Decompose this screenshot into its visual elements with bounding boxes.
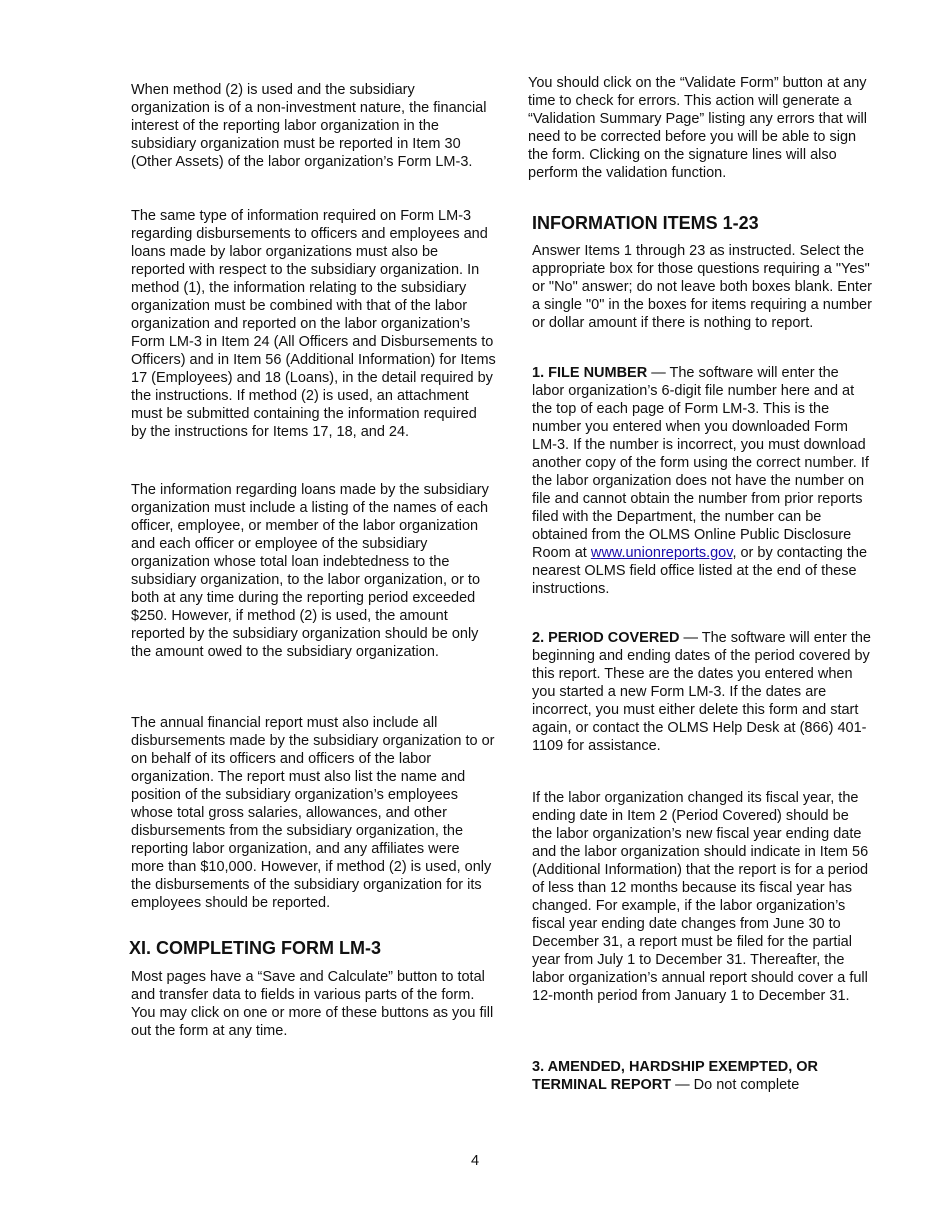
page-number: 4 [470,1153,480,1169]
item-1-label: 1. FILE NUMBER [532,365,648,381]
heading-completing-form: XI. COMPLETING FORM LM-3 [129,938,381,958]
left-para-loan-listing [131,481,496,661]
right-para-fiscal-year: If the labor organization changed its fiscal year, the ending date in Item 2 (Period Covered) should be the labor organization’s new fiscal year ending date and the labor organization should indicate in Item 56 (Additional Information) that the report is for a period of less than 12 months because its fiscal year has changed. For example, if the labor organization’s fiscal year ending date changes from June 30 to December 31, a report must be filed for the partial year from July 1 to December 31. Thereafter, the labor organization’s annual report should cover a full 12-month period from January 1 to December 31. [532,790,869,1004]
item-1-text-a: — The software will enter the labor organization’s 6-digit file number here and at the top of each page of Form LM-3. This is the number you entered when you downloaded Form LM-3. If the number is incorrect, you must download another copy of the form using the correct number. If the labor organization does not have the number on file and cannot obtain the number from prior reports filed with the Department, the number can be obtained from the OLMS Online Public Disclosure Room at [532,365,869,561]
right-para-answer-items: Answer Items 1 through 23 as instructed. Select the appropriate box for those questions requiring a "Yes" or "No" answer; do not leave both boxes blank. Enter a single "0" in the boxes for items requiring a number or dollar amount if there is nothing to report. [532,243,872,331]
left-para-loan-listing-b: $250. However, if method (2) is used, the amount reported by the subsidiary organization should be only the amount owed to the subsidiary organization. [131,608,479,660]
left-para-loan-listing-a: The information regarding loans made by the subsidiary organization must include a listing of the names of each officer, employee, or member of the labor organization and each officer or employee of the subsidiary organization whose total loan indebtedness to the subsidiary organization, to the labor organization, or to both at any time during the reporting period exceeded [131,482,489,606]
unionreports-link[interactable]: www.unionreports.gov [590,545,733,561]
left-para-annual-report: The annual financial report must also include all disbursements made by the subsidiary organization to or on behalf of its officers and officers of the labor organization. The report must also list the name and position of the subsidiary organization’s employees whose total gross salaries, allowances, and other disbursements from the subsidiary organization, the reporting labor organization, and any affiliates were more than $10,000. However, if method (2) is used, only the disbursements of the subsidiary organization for its employees should be reported. [131,715,495,911]
item-2-period-covered [532,629,872,755]
item-2-text: — The software will enter the beginning and ending dates of the period covered by this report. These are the dates you entered when you started a new Form LM-3. If the dates are incorrect, you must either delete this form and start again, or contact the OLMS Help Desk at (866) 401-1109 for assistance. [532,630,871,754]
right-para-validate-form: You should click on the “Validate Form” button at any time to check for errors. This action will generate a “Validation Summary Page” listing any errors that will need to be corrected before you will be able to sign the form. Clicking on the signature lines will also perform the validation function. [528,75,868,181]
heading-information-items: INFORMATION ITEMS 1-23 [532,213,759,233]
item-3-text: — Do not complete [671,1077,800,1093]
item-1-text-b: , or by contacting the nearest OLMS field office listed at the end of these instructions. [532,545,868,597]
item-2-label: 2. PERIOD COVERED [532,630,680,646]
left-para-disbursements-loans: The same type of information required on Form LM-3 regarding disbursements to officers and employees and loans made by labor organizations must also be reported with respect to the subsidiary organization. In method (1), the information relating to the subsidiary organization must be combined with that of the labor organization and reported on the labor organization’s Form LM-3 in Item 24 (All Officers and Disbursements to Officers) and in Item 56 (Additional Information) for Items 17 (Employees) and 18 (Loans), in the detail required by the instructions. If method (2) is used, an attachment must be submitted containing the information required by the instructions for Items 17, 18, and 24. [131,208,496,440]
left-para-subsidiary-interest: When method (2) is used and the subsidiary organization is of a non-investment nature, the financial interest of the reporting labor organization in the subsidiary organization must be reported in Item 30 (Other Assets) of the labor organization’s Form LM-3. [131,82,487,170]
item-1-file-number [532,364,872,598]
item-3-label: 3. AMENDED, HARDSHIP EXEMPTED, OR TERMINAL REPORT [532,1059,819,1093]
left-para-save-calculate: Most pages have a “Save and Calculate” button to total and transfer data to fields in various parts of the form. You may click on one or more of these buttons as you fill out the form at any time. [131,969,494,1039]
item-3-amended-report [532,1058,872,1094]
